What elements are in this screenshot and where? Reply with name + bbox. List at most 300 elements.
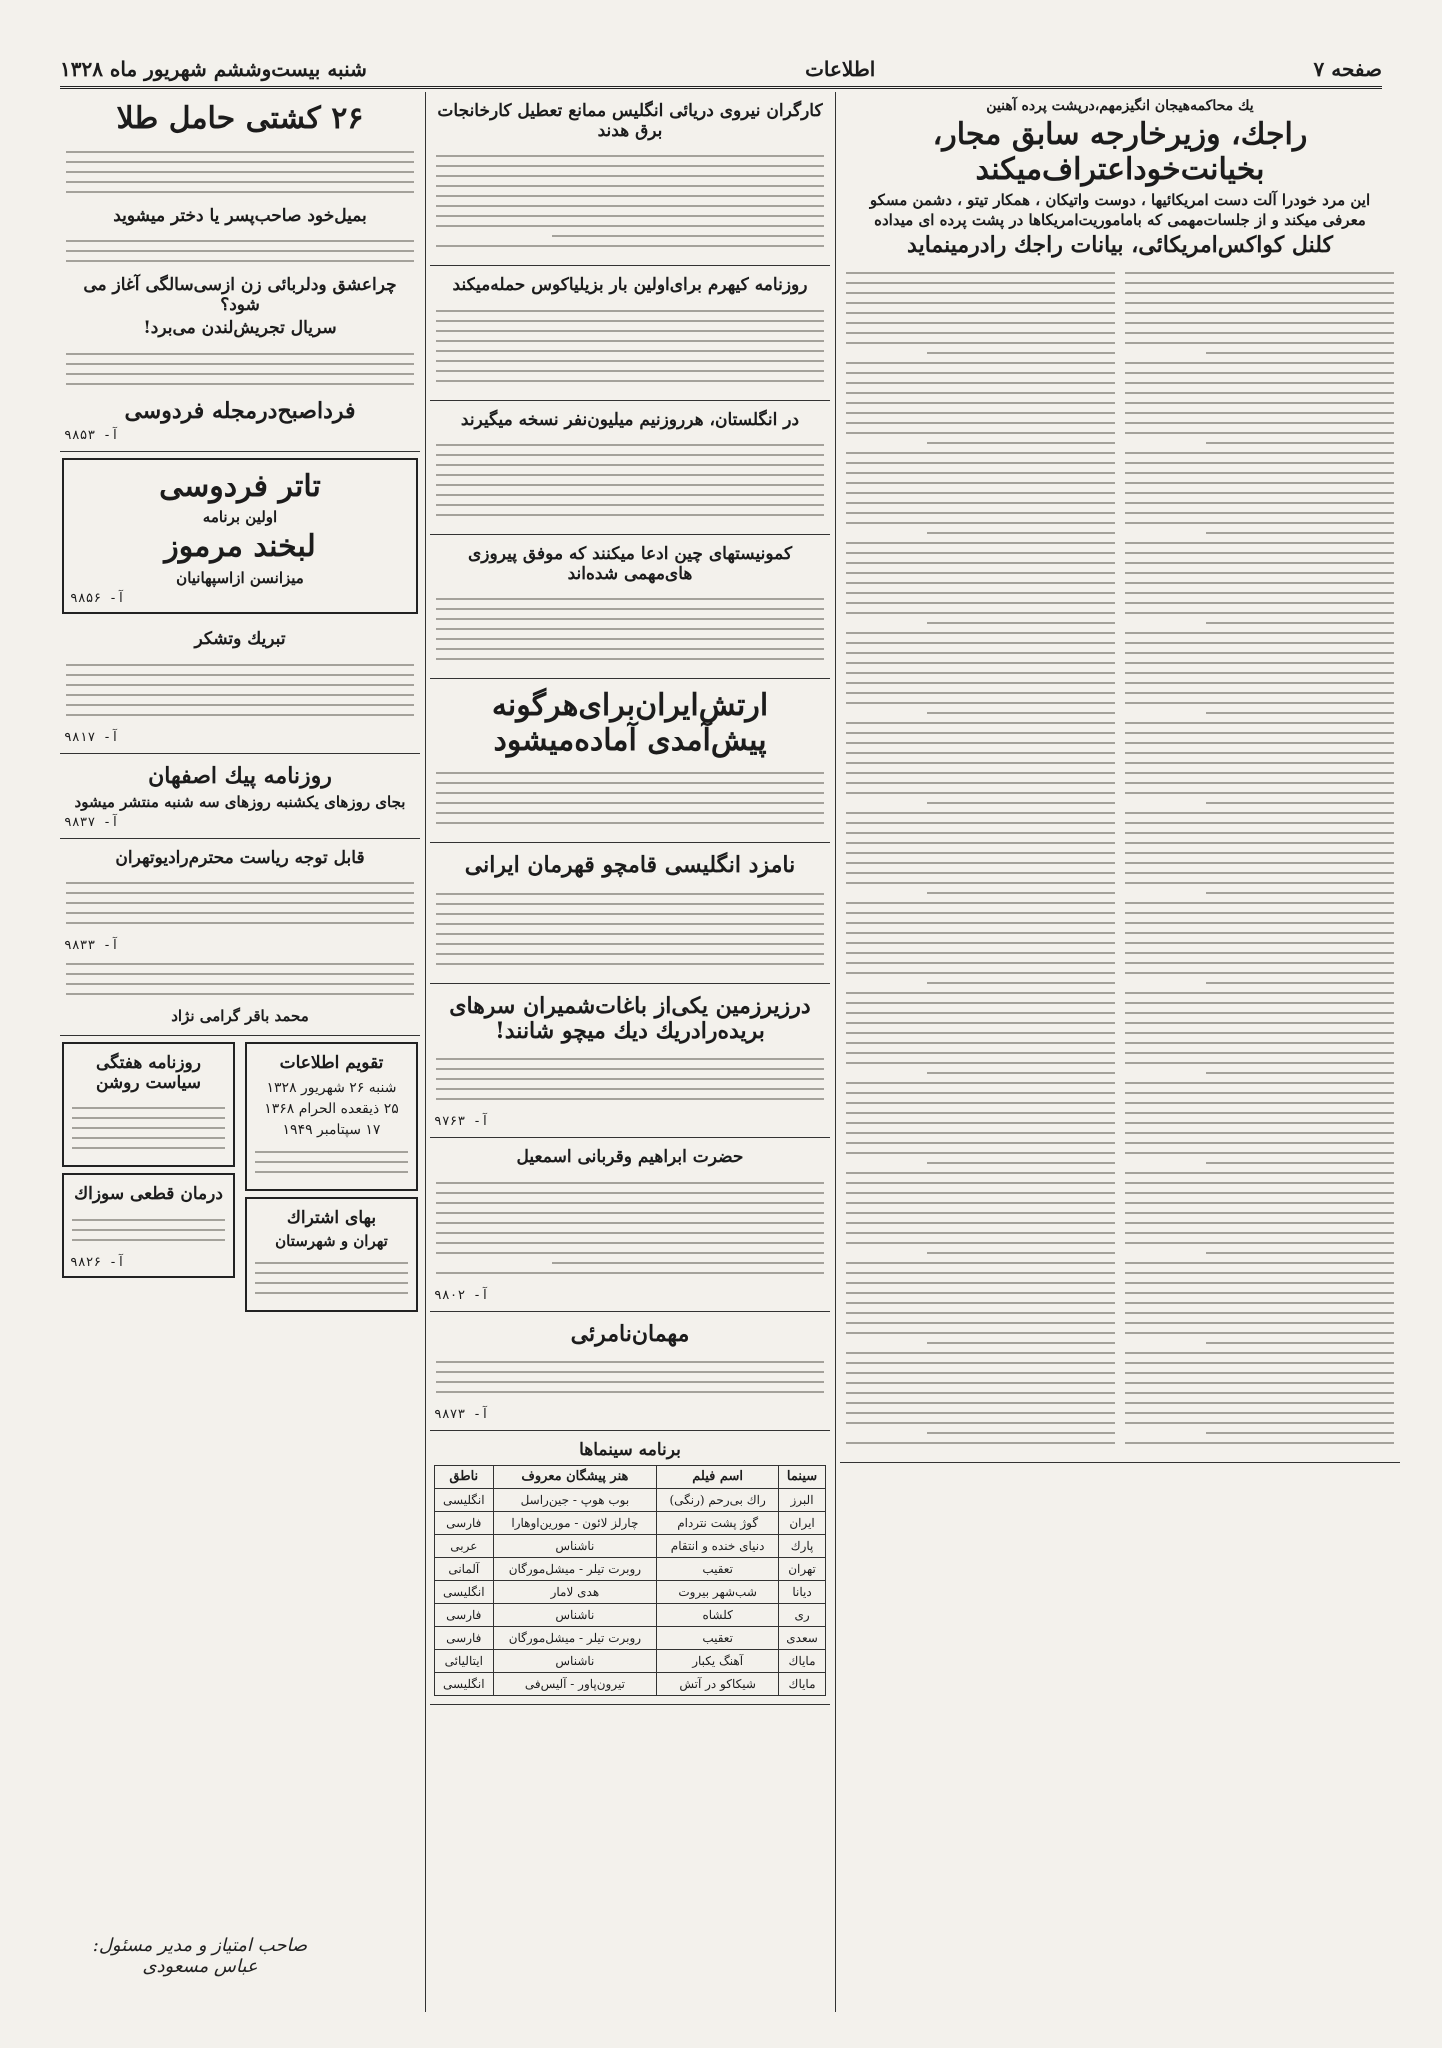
text-line (846, 602, 1115, 604)
subscription-sub: تهران و شهرستان (275, 1232, 388, 1251)
text-line (1125, 1352, 1394, 1354)
text-line (846, 912, 1115, 914)
table-cell: ماياك (779, 1649, 826, 1672)
text-line (927, 352, 1115, 354)
table-cell: روبرت تیلر - میشل‌مورگان (493, 1557, 657, 1580)
text-line (846, 692, 1115, 694)
text-line (66, 973, 414, 975)
theatre-ad (62, 458, 418, 614)
weekly-and-clinic (60, 1036, 237, 1318)
text-line (1125, 702, 1394, 704)
text-line (436, 1361, 824, 1363)
text-line (1125, 422, 1394, 424)
text-line (1125, 1232, 1394, 1234)
text-line (1125, 682, 1394, 684)
text-line (72, 1147, 225, 1149)
article-invisible-guest (430, 1312, 830, 1431)
text-line (846, 342, 1115, 344)
column-right (840, 92, 1400, 1463)
text-line (927, 1432, 1115, 1434)
text-line (1125, 542, 1394, 544)
text-line (846, 1362, 1115, 1364)
calendar-box (245, 1042, 418, 1191)
text-line (846, 432, 1115, 434)
column-rule (425, 92, 426, 2012)
text-line (846, 962, 1115, 964)
text-line (436, 1272, 824, 1274)
column-rule (835, 92, 836, 2012)
text-line (846, 842, 1115, 844)
text-line (846, 1242, 1115, 1244)
text-line (436, 474, 824, 476)
weekly-body (70, 1097, 227, 1159)
text-line (927, 442, 1115, 444)
text-line (436, 782, 824, 784)
text-line (927, 802, 1115, 804)
text-line (436, 380, 824, 382)
text-line (1125, 1222, 1394, 1224)
text-line (846, 452, 1115, 454)
text-line (255, 1292, 408, 1294)
cinema-header-cell: سینما (779, 1465, 826, 1488)
text-line (1125, 1422, 1394, 1424)
article-headline: راجك، وزیرخارجه سابق مجار، بخیانت‌خوداعتراف‌میكند (932, 117, 1308, 187)
text-line (436, 822, 824, 824)
table-cell: دیانا (779, 1580, 826, 1603)
text-line (66, 161, 414, 163)
text-line (846, 1422, 1115, 1424)
text-line (436, 185, 824, 187)
text-line (1125, 1022, 1394, 1024)
text-line (66, 191, 414, 193)
text-line (436, 648, 824, 650)
article-body (64, 953, 416, 1005)
text-line (846, 812, 1115, 814)
text-line (1125, 1132, 1394, 1134)
text-line (1125, 1442, 1394, 1444)
text-line (66, 714, 414, 716)
text-line (846, 382, 1115, 384)
ad-reference: آ- ۹۸۳۷ (64, 814, 119, 830)
text-line (846, 1182, 1115, 1184)
text-line (1206, 532, 1394, 534)
text-line (1125, 862, 1394, 864)
article-body (434, 762, 826, 834)
article-rajk-trial (840, 92, 1400, 1463)
text-line (1125, 852, 1394, 854)
text-line (846, 942, 1115, 944)
calendar-and-subs (243, 1036, 420, 1318)
text-line (1125, 1012, 1394, 1014)
cinema-table-body (435, 1488, 826, 1695)
text-line (436, 484, 824, 486)
table-cell: فارسی (435, 1626, 494, 1649)
text-line (436, 155, 824, 157)
text-line (846, 462, 1115, 464)
text-line (66, 922, 414, 924)
text-line (1125, 1202, 1394, 1204)
text-line (255, 1262, 408, 1264)
text-line (436, 165, 824, 167)
text-line (1125, 412, 1394, 414)
text-line (927, 1252, 1115, 1254)
text-line (72, 1239, 225, 1241)
ad-reference: آ- ۹۸۰۲ (434, 1287, 489, 1303)
text-line (436, 1078, 824, 1080)
table-cell: انگلیسی (435, 1672, 494, 1695)
cinema-title: برنامه سینماها (579, 1440, 681, 1461)
text-line (1206, 892, 1394, 894)
article-headline: درزیرزمین یكی‌از باغات‌شمیران سرهای بریده‌را‌در‌یك دیك میچو شانند! (449, 992, 811, 1044)
article-subhead: بجای روزهای یكشنبه روزهای سه شنبه منتشر میشود (74, 792, 406, 811)
clinic-box (62, 1173, 235, 1278)
table-row (435, 1603, 826, 1626)
text-line (846, 1122, 1115, 1124)
text-line (436, 1232, 824, 1234)
article-body (434, 1048, 826, 1110)
text-line (846, 592, 1115, 594)
text-line (1125, 582, 1394, 584)
article-body (64, 343, 416, 395)
article-subhead: این مرد خودرا آلت دست امریكائیها ، دوست‌ واتیكان ، همكار تیتو ، دشمن مسكو (869, 191, 1371, 209)
text-line (66, 892, 414, 894)
article-body (434, 1351, 826, 1403)
text-line (1125, 512, 1394, 514)
table-row (435, 1534, 826, 1557)
text-line (436, 1058, 824, 1060)
masthead (60, 52, 1382, 89)
text-line (846, 1022, 1115, 1024)
text-line (846, 652, 1115, 654)
table-cell: فارسی (435, 1603, 494, 1626)
text-line (846, 1042, 1115, 1044)
text-line (1125, 992, 1394, 994)
text-line (436, 802, 824, 804)
text-line (255, 1161, 408, 1163)
text-line (1125, 1292, 1394, 1294)
table-cell: انگلیسی (435, 1580, 494, 1603)
text-line (1206, 802, 1394, 804)
table-cell: چارلز لائون - مورین‌اوهارا (493, 1511, 657, 1534)
text-line (1125, 722, 1394, 724)
text-line (436, 205, 824, 207)
text-line (1125, 1242, 1394, 1244)
text-line (846, 502, 1115, 504)
article-ibrahim (430, 1138, 830, 1312)
text-line (1125, 792, 1394, 794)
text-line (72, 1219, 225, 1221)
text-line (846, 1332, 1115, 1334)
text-line (436, 1182, 824, 1184)
text-line (927, 532, 1115, 534)
article-body (434, 145, 826, 257)
text-line (1125, 492, 1394, 494)
text-line (846, 1012, 1115, 1014)
theatre-title: تاتر فردوسی (159, 468, 321, 504)
table-cell: ناشناس (493, 1534, 657, 1557)
text-line (846, 1382, 1115, 1384)
text-line (1125, 842, 1394, 844)
text-line (1125, 472, 1394, 474)
table-cell: شیكاكو در آتش (657, 1672, 779, 1695)
text-line (436, 215, 824, 217)
text-line (72, 1127, 225, 1129)
text-line (436, 350, 824, 352)
text-line (846, 642, 1115, 644)
text-line (846, 702, 1115, 704)
text-line (1125, 642, 1394, 644)
text-line (846, 1052, 1115, 1054)
text-line (846, 582, 1115, 584)
text-line (846, 392, 1115, 394)
text-line (846, 1202, 1115, 1204)
text-line (846, 542, 1115, 544)
text-line (846, 862, 1115, 864)
text-line (1206, 1342, 1394, 1344)
article-kicker: یك محاكمه‌هیجان انگیزمهم،در‌پشت پرده آهنین (986, 98, 1254, 114)
text-line (436, 638, 824, 640)
text-line (1206, 1072, 1394, 1074)
weekly-title: روزنامه هفتگی سیاست روشن (95, 1053, 201, 1093)
text-line (1125, 1312, 1394, 1314)
text-line (846, 632, 1115, 634)
text-column (1123, 262, 1396, 1454)
text-line (436, 772, 824, 774)
text-line (66, 694, 414, 696)
text-line (255, 1171, 408, 1173)
table-cell: ایران (779, 1511, 826, 1534)
text-line (436, 360, 824, 362)
text-line (436, 903, 824, 905)
cinema-program (430, 1431, 830, 1705)
text-line (927, 982, 1115, 984)
article-body (434, 1172, 826, 1284)
text-line (72, 1117, 225, 1119)
article-body (434, 300, 826, 392)
table-cell: تهران (779, 1557, 826, 1580)
text-line (436, 608, 824, 610)
text-line (846, 1232, 1115, 1234)
table-row (435, 1557, 826, 1580)
table-cell: ری (779, 1603, 826, 1626)
text-line (1125, 1272, 1394, 1274)
text-line (1125, 1152, 1394, 1154)
article-headline: ۲۶ كشتی حامل طلا (116, 101, 364, 136)
text-line (552, 1262, 824, 1264)
table-row (435, 1511, 826, 1534)
text-line (846, 612, 1115, 614)
text-line (436, 1252, 824, 1254)
text-line (1125, 952, 1394, 954)
text-line (72, 1137, 225, 1139)
text-line (1206, 442, 1394, 444)
text-line (1125, 1362, 1394, 1364)
table-cell: پارك (779, 1534, 826, 1557)
article-gold-ships (60, 92, 420, 452)
text-line (1125, 1412, 1394, 1414)
text-line (846, 482, 1115, 484)
text-line (1125, 272, 1394, 274)
text-line (927, 712, 1115, 714)
article-subheadline: كلنل كواكس‌امریكائی، بیانات راجك رادرمینماید (907, 232, 1333, 258)
article-headline: روزنامه كیهرم برای‌اولین بار بزیلیا‌كوس حمله‌میكند (452, 275, 808, 296)
text-line (1125, 552, 1394, 554)
text-line (846, 1172, 1115, 1174)
text-line (1125, 392, 1394, 394)
ad-reference: آ- ۹۸۷۳ (434, 1407, 489, 1423)
article-headline: كارگران نیروی دریائی انگلیس ممانع تعطیل كارخانجات برق هدند (437, 101, 823, 141)
text-line (72, 1229, 225, 1231)
ad-reference: آ- ۹۸۲۶ (70, 1255, 125, 1271)
text-line (1125, 382, 1394, 384)
table-cell: بوب هوپ - جین‌راسل (493, 1488, 657, 1511)
text-line (846, 572, 1115, 574)
text-line (927, 1342, 1115, 1344)
article-headline: نامزد انگلیسی قامچو قهرمان ایرانی (464, 852, 796, 879)
article-body (64, 230, 416, 272)
article-shemiran (430, 984, 830, 1139)
table-cell: البرز (779, 1488, 826, 1511)
text-line (846, 552, 1115, 554)
text-line (846, 562, 1115, 564)
text-line (1206, 622, 1394, 624)
subscription-title: بهای اشتراك (286, 1207, 377, 1228)
ad-reference: آ- ۹۸۵۶ (70, 590, 125, 606)
text-line (1125, 462, 1394, 464)
calendar-line: ۱۷ سپتامبر ۱۹۴۹ (282, 1121, 381, 1138)
text-line (846, 322, 1115, 324)
text-line (1125, 872, 1394, 874)
text-line (846, 1282, 1115, 1284)
text-line (846, 1272, 1115, 1274)
table-cell: تیرون‌پاور - آلیس‌فی (493, 1672, 657, 1695)
text-line (66, 902, 414, 904)
text-line (436, 963, 824, 965)
text-line (66, 983, 414, 985)
text-line (1125, 522, 1394, 524)
text-line (846, 672, 1115, 674)
text-line (66, 353, 414, 355)
text-line (436, 225, 824, 227)
text-line (1125, 912, 1394, 914)
text-line (1125, 312, 1394, 314)
text-line (1125, 922, 1394, 924)
text-line (1125, 1332, 1394, 1334)
issue-date: شنبه بیست‌وششم شهریور ماه ۱۳۲۸ (60, 57, 367, 81)
text-line (436, 598, 824, 600)
text-line (1125, 1142, 1394, 1144)
article-headline: سریال تجریش‌لندن می‌برد! (143, 318, 337, 339)
text-line (1125, 1092, 1394, 1094)
ad-reference: آ- ۹۸۱۷ (64, 729, 119, 745)
text-line (846, 312, 1115, 314)
text-line (66, 704, 414, 706)
text-line (1125, 342, 1394, 344)
text-line (846, 682, 1115, 684)
text-line (1125, 742, 1394, 744)
text-line (1125, 1302, 1394, 1304)
text-line (846, 742, 1115, 744)
text-line (436, 1222, 824, 1224)
text-line (436, 175, 824, 177)
text-line (846, 1112, 1115, 1114)
text-line (846, 1292, 1115, 1294)
text-line (1206, 982, 1394, 984)
text-line (436, 1212, 824, 1214)
text-line (846, 882, 1115, 884)
text-line (846, 852, 1115, 854)
text-line (846, 822, 1115, 824)
text-line (436, 1391, 824, 1393)
table-cell: كلشاه (657, 1603, 779, 1626)
table-cell: مایاك (779, 1672, 826, 1695)
article-radio (60, 839, 420, 1037)
text-line (846, 732, 1115, 734)
text-line (846, 332, 1115, 334)
text-line (1125, 332, 1394, 334)
text-line (846, 372, 1115, 374)
text-line (436, 893, 824, 895)
table-cell: آلمانی (435, 1557, 494, 1580)
text-line (846, 972, 1115, 974)
text-line (66, 181, 414, 183)
text-line (66, 383, 414, 385)
text-line (846, 902, 1115, 904)
text-line (1125, 1122, 1394, 1124)
text-line (927, 892, 1115, 894)
text-line (436, 1068, 824, 1070)
signer-name: محمد باقر گرامی نژاد (171, 1007, 309, 1026)
text-line (846, 792, 1115, 794)
text-line (846, 1442, 1115, 1444)
theatre-first-program: اولین برنامه (202, 508, 278, 527)
text-line (846, 1092, 1115, 1094)
text-line (436, 444, 824, 446)
text-line (846, 362, 1115, 364)
text-line (1125, 1392, 1394, 1394)
article-body (434, 883, 826, 975)
table-cell: راك بی‌رحم (رنگی) (657, 1488, 779, 1511)
text-line (846, 1402, 1115, 1404)
text-line (1125, 1112, 1394, 1114)
text-line (1125, 832, 1394, 834)
text-line (846, 1392, 1115, 1394)
text-line (436, 310, 824, 312)
article-headline: چراعشق ودلربائی زن ازسی‌سالگی آغاز می شود؟ (83, 275, 397, 315)
text-line (436, 628, 824, 630)
table-cell: آهنگ یكبار (657, 1649, 779, 1672)
text-line (1125, 1282, 1394, 1284)
text-line (436, 504, 824, 506)
text-line (436, 1371, 824, 1373)
text-line (1125, 972, 1394, 974)
text-line (1125, 1262, 1394, 1264)
clinic-title: درمان قطعی سوزاك (74, 1184, 223, 1205)
text-line (436, 1088, 824, 1090)
weekly-box (62, 1042, 235, 1167)
table-cell: هدی لامار (493, 1580, 657, 1603)
text-line (1125, 432, 1394, 434)
article-kayhan (430, 266, 830, 401)
clinic-body (70, 1209, 227, 1251)
text-line (436, 1381, 824, 1383)
article-china-communists (430, 535, 830, 679)
text-line (1125, 822, 1394, 824)
article-body (64, 141, 416, 203)
text-line (436, 245, 824, 247)
text-line (66, 664, 414, 666)
article-headline: قابل توجه ریاست محترم‌رادیو‌تهران (115, 847, 365, 868)
